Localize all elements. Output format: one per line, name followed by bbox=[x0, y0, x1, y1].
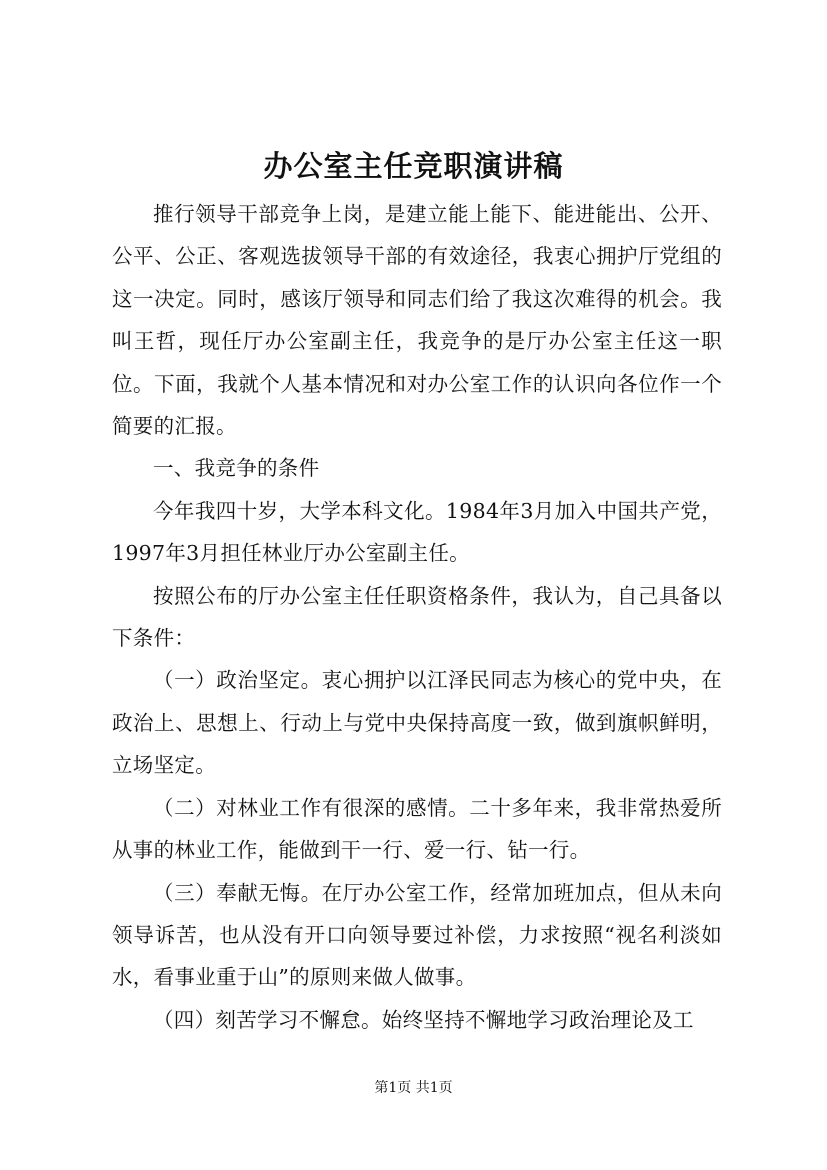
document-body bbox=[112, 193, 722, 1041]
paragraph-condition-3: （三）奉献无悔。在厅办公室工作，经常加班加点，但从未向领导诉苦，也从没有开口向领导要过补偿，力求按照“视名利淡如水，看事业重于山”的原则来做人做事。 bbox=[112, 880, 722, 990]
paragraph-basic-info: 今年我四十岁，大学本科文化。1984年3月加入中国共产党，1997年3月担任林业厅办公室副主任。 bbox=[112, 498, 722, 566]
page-footer: 第1页 共1页 bbox=[374, 1080, 453, 1096]
paragraph-condition-4: （四）刻苦学习不懈怠。始终坚持不懈地学习政治理论及工 bbox=[153, 1007, 694, 1032]
paragraph-condition-1: （一）政治坚定。衷心拥护以江泽民同志为核心的党中央，在政治上、思想上、行动上与党中央保持高度一致，做到旗帜鲜明，立场坚定。 bbox=[112, 668, 722, 778]
paragraph-condition-2: （二）对林业工作有很深的感情。二十多年来，我非常热爱所从事的林业工作，能做到干一行、爱一行、钻一行。 bbox=[112, 795, 722, 863]
section-heading: 一、我竞争的条件 bbox=[153, 456, 320, 481]
document-title: 办公室主任竞职演讲稿 bbox=[263, 149, 564, 183]
paragraph-intro: 推行领导干部竞争上岗，是建立能上能下、能进能出、公开、公平、公正、客观选拔领导干部的有效途径，我衷心拥护厅党组的这一决定。同时，感该厅领导和同志们给了我这次难得的机会。我叫王哲，现任厅办公室副主任，我竞争的是厅办公室主任这一职位。下面，我就个人基本情况和对办公室工作的认识向各位作一个简要的汇报。 bbox=[112, 202, 722, 439]
paragraph-conditions-intro: 按照公布的厅办公室主任任职资格条件，我认为，自己具备以下条件： bbox=[112, 583, 722, 651]
